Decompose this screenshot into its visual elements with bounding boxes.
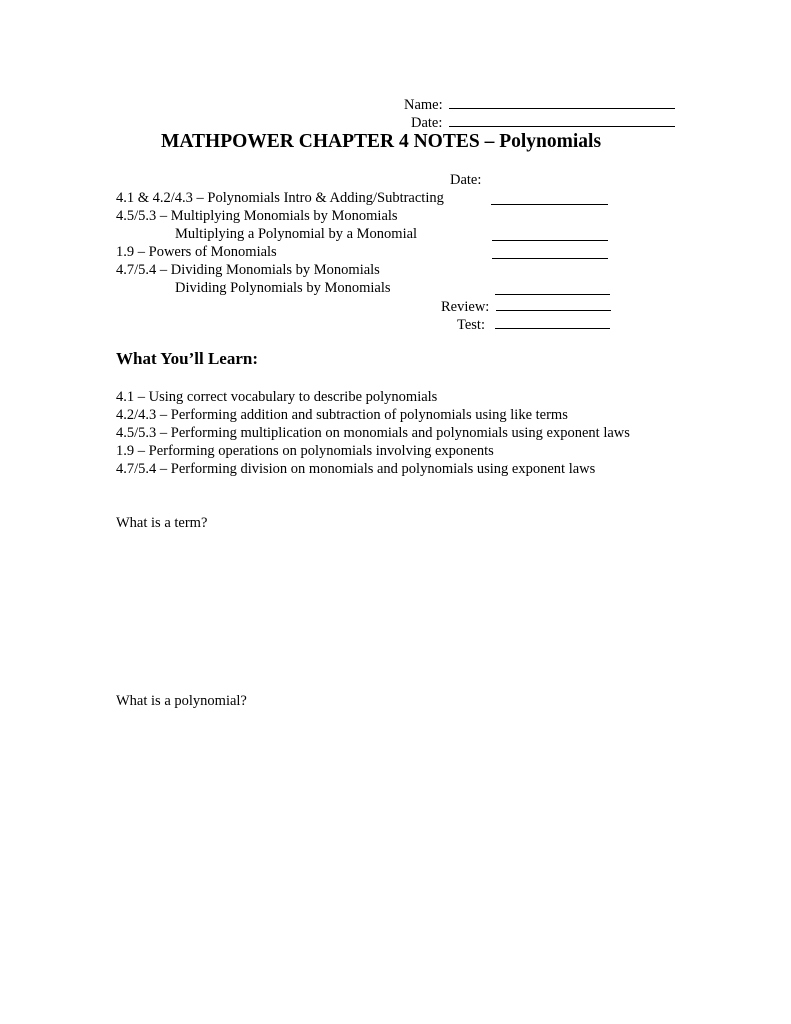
schedule-item: 4.5/5.3 – Multiplying Monomials by Monomials (116, 208, 398, 224)
schedule-item: Multiplying a Polynomial by a Monomial (175, 226, 418, 242)
schedule-item: 4.1 & 4.2/4.3 – Polynomials Intro & Adding/Subtracting (116, 190, 444, 206)
name-label: Name: (404, 97, 443, 113)
date-label: Date: (411, 115, 443, 131)
review-label: Review: (441, 299, 490, 315)
schedule-item: Dividing Polynomials by Monomials (175, 280, 391, 296)
schedule-date-blank[interactable] (491, 190, 608, 205)
question-polynomial: What is a polynomial? (116, 693, 247, 709)
learn-item: 4.7/5.4 – Performing division on monomials and polynomials using exponent laws (116, 461, 596, 477)
schedule-date-blank[interactable] (495, 280, 610, 295)
date-row (411, 112, 675, 132)
review-date-blank[interactable] (496, 296, 611, 311)
learn-item: 4.5/5.3 – Performing multiplication on monomials and polynomials using exponent laws (116, 425, 630, 441)
name-row (404, 94, 675, 114)
schedule-date-blank[interactable] (492, 226, 608, 241)
schedule-item: 4.7/5.4 – Dividing Monomials by Monomials (116, 262, 380, 278)
test-date-blank[interactable] (495, 314, 610, 329)
schedule-date-blank[interactable] (492, 244, 608, 259)
schedule-item: 1.9 – Powers of Monomials (116, 244, 277, 260)
learn-item: 4.1 – Using correct vocabulary to describe polynomials (116, 389, 438, 405)
date-blank[interactable] (449, 112, 675, 127)
test-row (457, 314, 610, 334)
schedule-date-column-label: Date: (450, 172, 482, 188)
page-title: MATHPOWER CHAPTER 4 NOTES – Polynomials (161, 131, 602, 152)
learn-heading: What You’ll Learn: (116, 349, 258, 368)
name-blank[interactable] (449, 94, 675, 109)
test-label: Test: (457, 317, 485, 333)
learn-item: 4.2/4.3 – Performing addition and subtraction of polynomials using like terms (116, 407, 568, 423)
learn-item: 1.9 – Performing operations on polynomials involving exponents (116, 443, 494, 459)
question-term: What is a term? (116, 515, 208, 531)
review-row (441, 296, 611, 316)
